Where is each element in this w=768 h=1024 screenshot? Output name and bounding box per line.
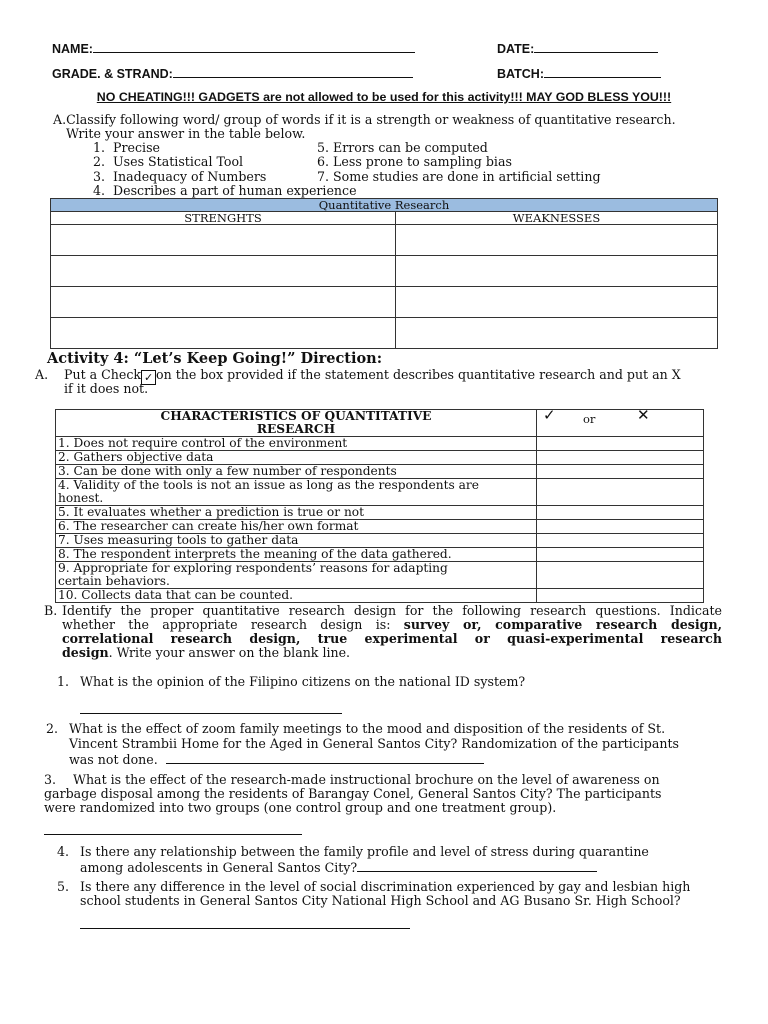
part-b-line-4: design. Write your answer on the blank line. <box>62 645 351 660</box>
strengths-header: STRENGHTS <box>51 212 396 225</box>
batch-blank[interactable] <box>544 65 661 78</box>
strengths-weaknesses-table <box>50 198 718 349</box>
activity-4-instruction-cont: if it does not. <box>64 381 149 396</box>
table-row: 3. Can be done with only a few number of respondents <box>56 465 704 479</box>
answer-cell[interactable] <box>537 437 704 451</box>
question-3-number: 3. <box>44 772 57 787</box>
list-item: 7. Some studies are done in artificial setting <box>317 169 601 184</box>
x-mark-icon: ✕ <box>637 406 650 424</box>
question-4-number: 4. <box>57 844 70 859</box>
part-a-instruction-1: A.Classify following word/ group of words if it is a strength or weakness of quantitative research. <box>53 112 676 127</box>
question-4-line-2: among adolescents in General Santos City? <box>80 859 597 875</box>
name-label: NAME: <box>52 42 93 56</box>
strength-cell[interactable] <box>51 287 396 318</box>
part-b-line-2: whether the appropriate research design is: survey or, comparative research design, <box>62 617 722 632</box>
weakness-cell[interactable] <box>396 318 718 349</box>
name-blank[interactable] <box>93 40 415 53</box>
characteristics-table <box>55 406 704 603</box>
question-3-line-1: What is the effect of the research-made instructional brochure on the level of awareness on <box>73 772 660 787</box>
characteristics-header: CHARACTERISTICS OF QUANTITATIVE RESEARCH <box>56 410 537 437</box>
weakness-cell[interactable] <box>396 225 718 256</box>
table-row: 2. Gathers objective data <box>56 451 704 465</box>
table-title: Quantitative Research <box>51 199 718 212</box>
question-2-line-2: Vincent Strambii Home for the Aged in General Santos City? Randomization of the participants <box>69 736 680 751</box>
answer-cell[interactable] <box>537 520 704 534</box>
date-label: DATE: <box>497 42 535 56</box>
grade-strand-blank[interactable] <box>173 65 413 78</box>
weakness-cell[interactable] <box>396 287 718 318</box>
table-row: 5. It evaluates whether a prediction is true or not <box>56 506 704 520</box>
or-text: or <box>583 412 596 426</box>
answer-cell[interactable] <box>537 589 704 603</box>
answer-cell[interactable] <box>537 479 704 506</box>
answer-cell[interactable] <box>537 465 704 479</box>
date-field[interactable] <box>497 40 658 56</box>
activity-4-title: Activity 4: “Let’s Keep Going!” Direction: <box>47 350 383 367</box>
answer-cell[interactable] <box>537 548 704 562</box>
question-5-line-2: school students in General Santos City National High School and AG Busano Sr. High School? <box>80 893 681 908</box>
table-row: 10. Collects data that can be counted. <box>56 589 704 603</box>
list-item: 3. Inadequacy of Numbers <box>93 169 267 184</box>
part-a-instruction-2: Write your answer in the table below. <box>66 126 306 141</box>
part-b-line-3: correlational research design, true experimental or quasi-experimental research <box>62 631 722 646</box>
answer-blank-3[interactable] <box>44 822 302 835</box>
table-row: 4. Validity of the tools is not an issue as long as the respondents are honest. <box>56 479 704 506</box>
name-field[interactable] <box>52 40 415 56</box>
table-row: 8. The respondent interprets the meaning of the data gathered. <box>56 548 704 562</box>
answer-blank-4[interactable] <box>357 859 597 872</box>
list-item: 4. Describes a part of human experience <box>93 183 357 198</box>
part-b-letter: B. <box>44 603 58 618</box>
question-1-number: 1. <box>57 674 70 689</box>
question-5-number: 5. <box>57 879 70 894</box>
strength-cell[interactable] <box>51 318 396 349</box>
strength-cell[interactable] <box>51 225 396 256</box>
list-item: 1. Precise <box>93 140 160 155</box>
date-blank[interactable] <box>534 40 658 53</box>
answer-cell[interactable] <box>537 534 704 548</box>
check-or-x-header <box>537 406 704 437</box>
batch-label: BATCH: <box>497 67 544 81</box>
question-4-line-1: Is there any relationship between the family profile and level of stress during quarantine <box>80 844 649 859</box>
answer-blank-2[interactable] <box>166 751 484 764</box>
grade-strand-label: GRADE. & STRAND: <box>52 67 173 81</box>
answer-blank-5[interactable] <box>80 916 410 929</box>
activity-4-instruction: Put a Check ✓ on the box provided if the statement describes quantitative research and put an X <box>64 367 681 384</box>
answer-cell[interactable] <box>537 451 704 465</box>
strength-cell[interactable] <box>51 256 396 287</box>
table-row: 6. The researcher can create his/her own format <box>56 520 704 534</box>
list-item: 6. Less prone to sampling bias <box>317 154 512 169</box>
weakness-cell[interactable] <box>396 256 718 287</box>
no-cheating-warning: NO CHEATING!!! GADGETS are not allowed to be used for this activity!!! MAY GOD BLESS YOU!!! <box>96 90 672 104</box>
check-mark-icon: ✓ <box>543 406 556 424</box>
answer-cell[interactable] <box>537 506 704 520</box>
question-5-line-1: Is there any difference in the level of social discrimination experienced by gay and lesbian high <box>80 879 691 894</box>
question-3-line-2: garbage disposal among the residents of Barangay Conel, General Santos City? The participants <box>44 786 662 801</box>
table-row: 1. Does not require control of the environment <box>56 437 704 451</box>
part-b-line-1: Identify the proper quantitative research design for the following research questions. Indicate <box>62 603 722 618</box>
batch-field[interactable] <box>497 65 661 81</box>
question-1: What is the opinion of the Filipino citizens on the national ID system? <box>80 674 526 689</box>
question-3-line-3: were randomized into two groups (one control group and one treatment group). <box>44 800 557 815</box>
weaknesses-header: WEAKNESSES <box>396 212 718 225</box>
answer-cell[interactable] <box>537 562 704 589</box>
list-item: 5. Errors can be computed <box>317 140 488 155</box>
table-row: 9. Appropriate for exploring respondents’ reasons for adapting certain behaviors. <box>56 562 704 589</box>
table-row: 7. Uses measuring tools to gather data <box>56 534 704 548</box>
activity-4-letter: A. <box>35 367 49 382</box>
question-2-line-3: was not done. <box>69 751 484 767</box>
list-item: 2. Uses Statistical Tool <box>93 154 244 169</box>
grade-strand-field[interactable] <box>52 65 413 81</box>
question-2-number: 2. <box>46 721 59 736</box>
answer-blank-1[interactable] <box>80 701 342 714</box>
check-box-icon: ✓ <box>141 370 156 385</box>
question-2-line-1: What is the effect of zoom family meetings to the mood and disposition of the residents of St. <box>69 721 666 736</box>
